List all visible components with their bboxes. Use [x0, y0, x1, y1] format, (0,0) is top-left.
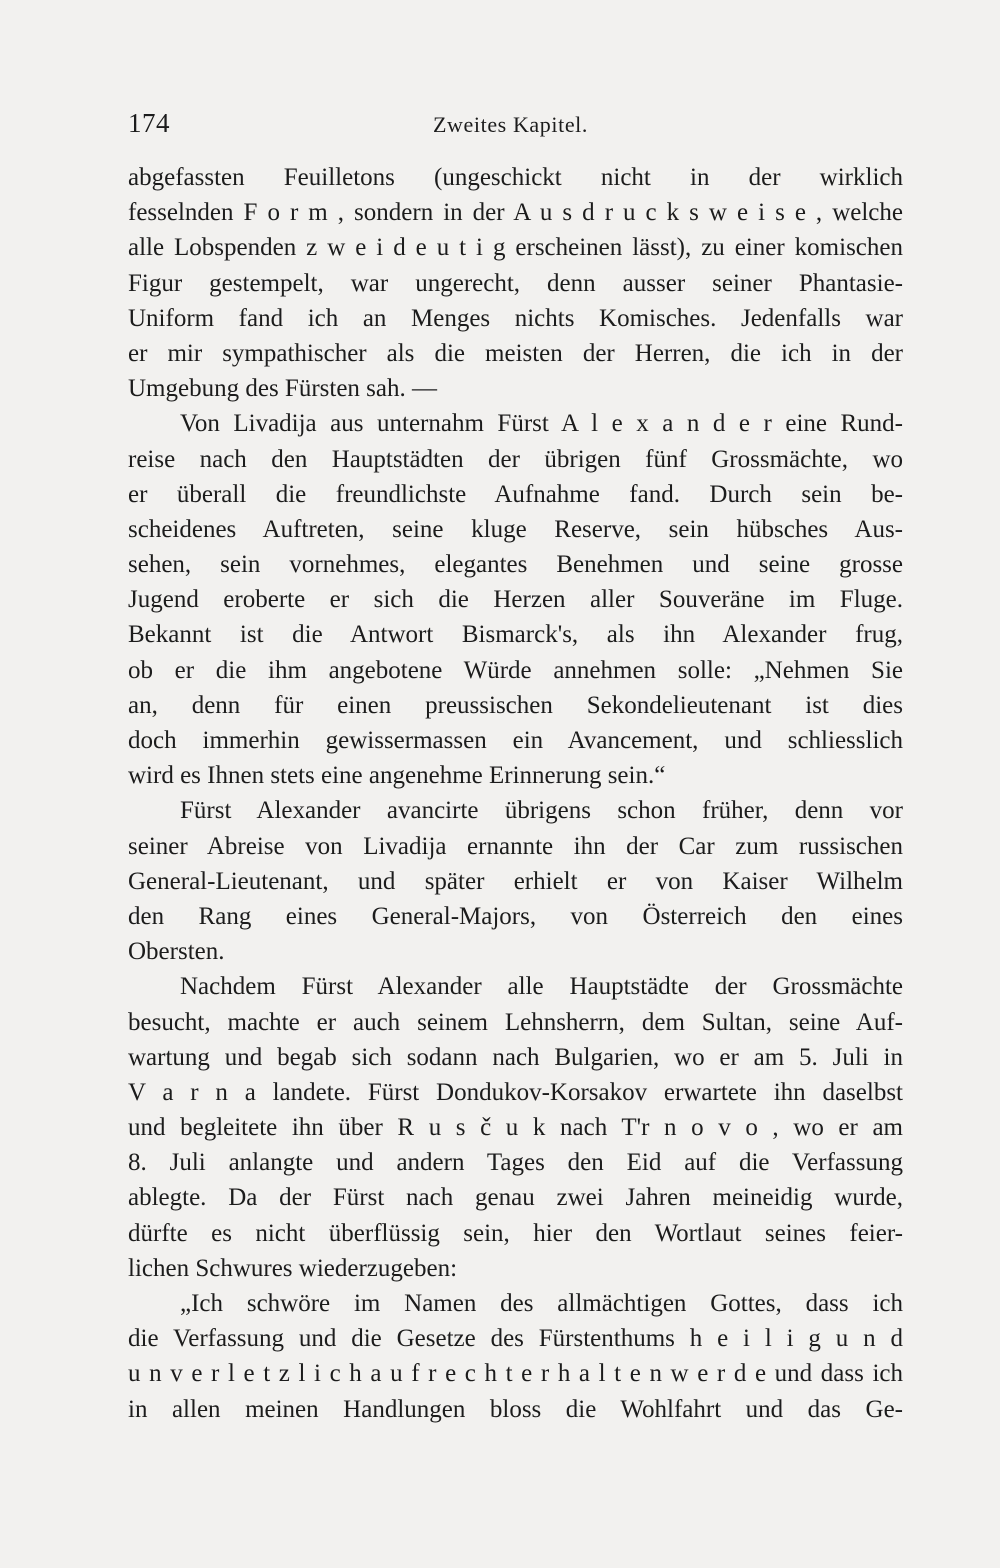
text-line: abgefassten Feuilletons (ungeschickt nicht in der wirklich — [128, 164, 903, 191]
text-line: die Verfassung und die Gesetze des Fürstenthums h e i l i g u n d — [128, 1325, 903, 1353]
text-line: Obersten. — [128, 938, 225, 966]
text-line: lichen Schwures wiederzugeben: — [128, 1254, 458, 1282]
text-line: reise nach den Hauptstädten der übrigen fünf Grossmächte, wo — [128, 445, 903, 473]
text-line: Umgebung des Fürsten sah. — — [128, 375, 437, 403]
text-line: u n v e r l e t z l i c h a u f r e c h t e r h a l t e n w e r d e und dass ich — [128, 1360, 903, 1388]
text-line: wird es Ihnen stets eine angenehme Erinnerung sein.“ — [128, 762, 666, 790]
text-line: Jugend eroberte er sich die Herzen aller Souveräne im Fluge. — [128, 586, 903, 614]
text-line: in allen meinen Handlungen bloss die Wohlfahrt und das Ge- — [128, 1395, 903, 1423]
text-line: Uniform fand ich an Menges nichts Komisches. Jedenfalls war — [128, 304, 903, 332]
text-line: Fürst Alexander avancirte übrigens schon früher, denn vor — [180, 797, 903, 825]
text-line: scheidenes Auftreten, seine kluge Reserve, sein hübsches Aus- — [128, 515, 903, 543]
text-line: ablegte. Da der Fürst nach genau zwei Jahren meineidig wurde, — [128, 1184, 903, 1212]
body-text — [128, 160, 903, 1427]
text-line: Nachdem Fürst Alexander alle Hauptstädte der Grossmächte — [180, 973, 903, 1001]
text-line: er überall die freundlichste Aufnahme fand. Durch sein be- — [128, 480, 903, 508]
text-line: er mir sympathischer als die meisten der Herren, die ich in der — [128, 339, 903, 367]
text-line: Bekannt ist die Antwort Bismarck's, als ihn Alexander frug, — [128, 621, 903, 649]
text-line: wartung und begab sich sodann nach Bulgarien, wo er am 5. Juli in — [128, 1043, 903, 1071]
text-line: V a r n a landete. Fürst Dondukov-Korsakov erwartete ihn daselbst — [128, 1078, 903, 1106]
text-line: seiner Abreise von Livadija ernannte ihn der Car zum russischen — [128, 832, 903, 860]
text-line: 8. Juli anlangte und andern Tages den Eid auf die Verfassung — [128, 1149, 903, 1177]
text-line: Figur gestempelt, war ungerecht, denn ausser seiner Phantasie- — [128, 269, 903, 297]
text-line: alle Lobspenden z w e i d e u t i g erscheinen lässt), zu einer komischen — [128, 234, 903, 262]
page-number: 174 — [128, 108, 170, 138]
text-line: den Rang eines General-Majors, von Österreich den eines — [128, 902, 903, 930]
text-line: und begleitete ihn über R u s č u k nach T'r n o v o , wo er am — [128, 1114, 903, 1142]
text-line: doch immerhin gewissermassen ein Avancement, und schliesslich — [128, 727, 903, 754]
text-line: besucht, machte er auch seinem Lehnsherrn, dem Sultan, seine Auf- — [128, 1008, 903, 1036]
text-line: ob er die ihm angebotene Würde annehmen solle: „Nehmen Sie — [128, 656, 903, 684]
text-line: fesselnden F o r m , sondern in der A u s d r u c k s w e i s e , welche — [128, 199, 903, 227]
text-line: an, denn für einen preussischen Sekondelieutenant ist dies — [128, 691, 903, 719]
text-line: „Ich schwöre im Namen des allmächtigen Gottes, dass ich — [180, 1290, 903, 1317]
text-line: dürfte es nicht überflüssig sein, hier den Wortlaut seines feier- — [128, 1219, 903, 1247]
text-line: sehen, sein vornehmes, elegantes Benehmen und seine grosse — [128, 551, 903, 579]
page-header — [128, 108, 903, 148]
text-line: General-Lieutenant, und später erhielt er von Kaiser Wilhelm — [128, 867, 903, 895]
text-line: Von Livadija aus unternahm Fürst A l e x a n d e r eine Rund- — [180, 410, 903, 438]
running-title: Zweites Kapitel. — [433, 112, 588, 137]
